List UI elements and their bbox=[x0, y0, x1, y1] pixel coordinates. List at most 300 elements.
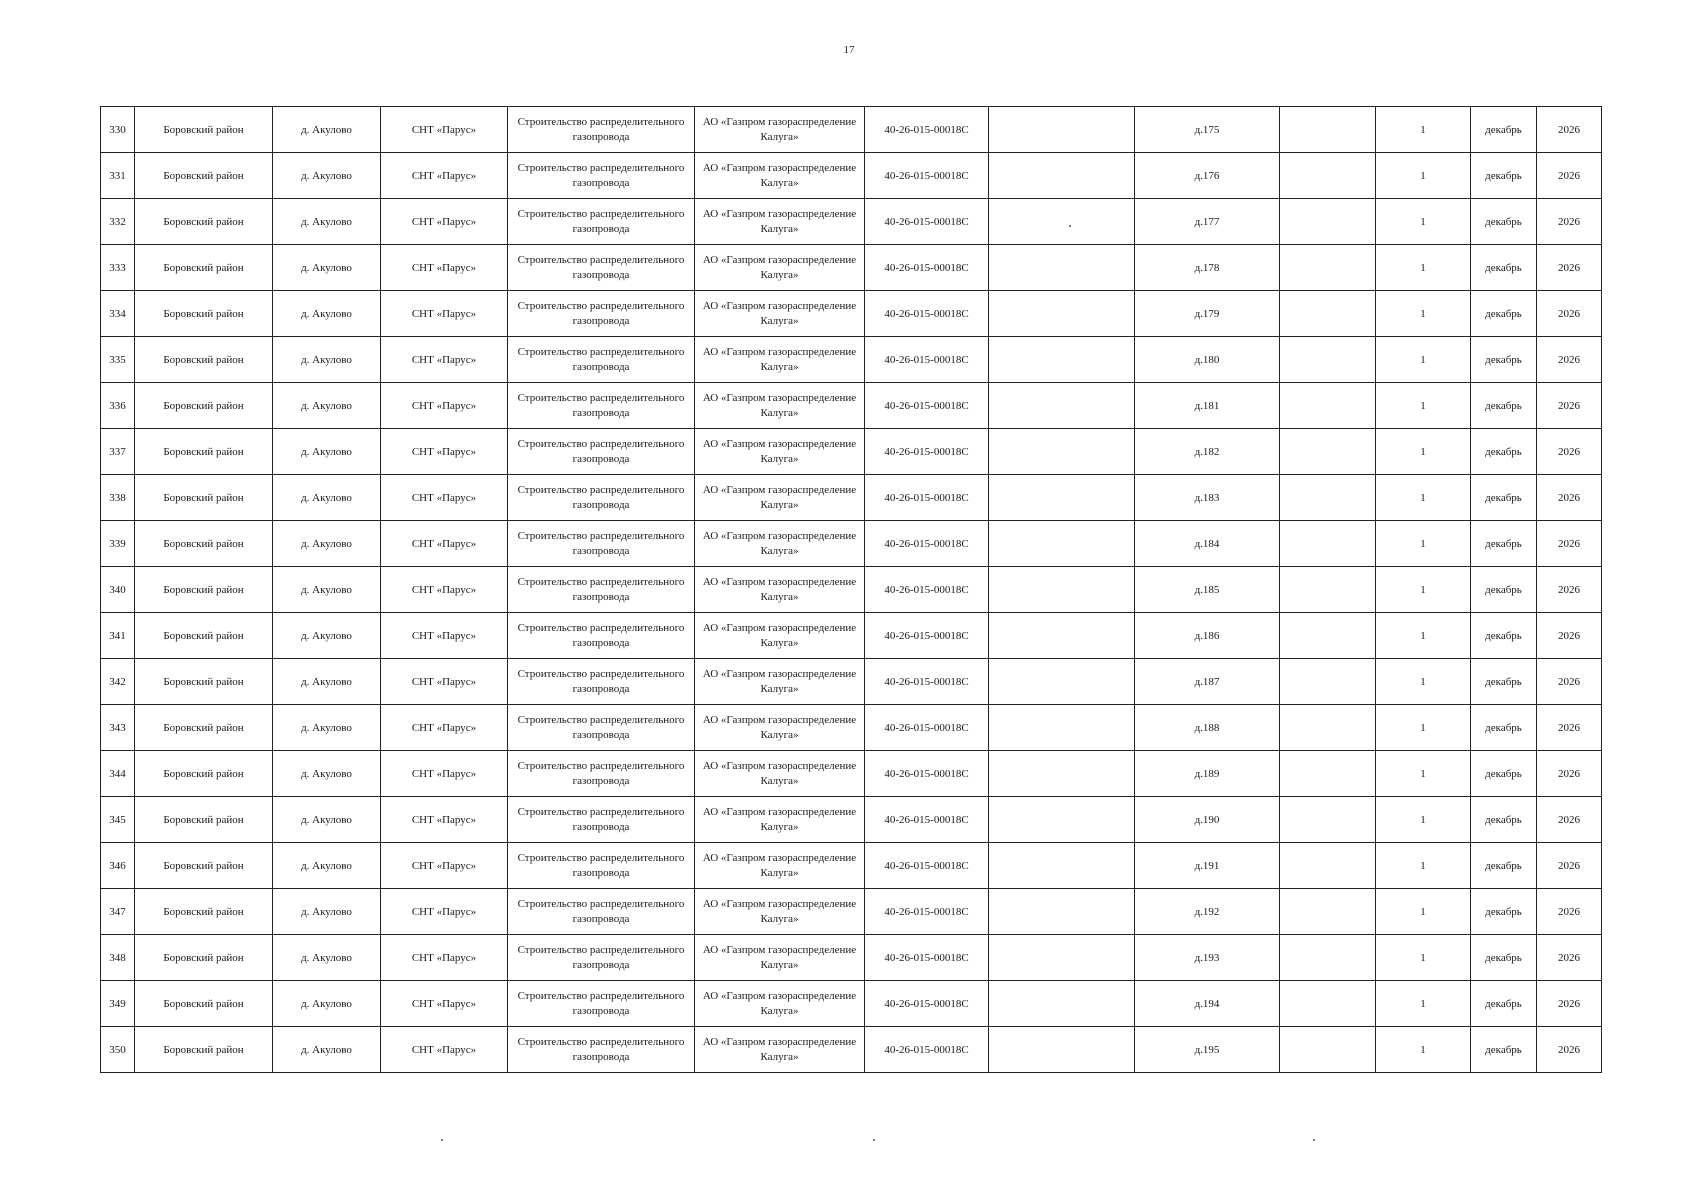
district-cell: Боровский район bbox=[135, 567, 273, 613]
empty-cell bbox=[1280, 659, 1376, 705]
object-code-cell: 40-26-015-00018С bbox=[865, 567, 989, 613]
empty-cell bbox=[989, 751, 1135, 797]
house-number-cell: д.188 bbox=[1135, 705, 1280, 751]
empty-cell bbox=[1280, 429, 1376, 475]
month-cell: декабрь bbox=[1471, 981, 1537, 1027]
month-cell: декабрь bbox=[1471, 153, 1537, 199]
quantity-cell: 1 bbox=[1376, 337, 1471, 383]
district-cell: Боровский район bbox=[135, 889, 273, 935]
quantity-cell: 1 bbox=[1376, 521, 1471, 567]
scan-speck bbox=[441, 1139, 443, 1141]
house-number-cell: д.191 bbox=[1135, 843, 1280, 889]
partnership-cell: СНТ «Парус» bbox=[381, 843, 508, 889]
object-code-cell: 40-26-015-00018С bbox=[865, 843, 989, 889]
locality-cell: д. Акулово bbox=[273, 337, 381, 383]
table-row bbox=[101, 475, 1602, 521]
year-cell: 2026 bbox=[1537, 935, 1602, 981]
partnership-cell: СНТ «Парус» bbox=[381, 383, 508, 429]
object-code-cell: 40-26-015-00018С bbox=[865, 107, 989, 153]
district-cell: Боровский район bbox=[135, 521, 273, 567]
quantity-cell: 1 bbox=[1376, 245, 1471, 291]
row-number-cell: 349 bbox=[101, 981, 135, 1027]
empty-cell bbox=[1280, 383, 1376, 429]
locality-cell: д. Акулово bbox=[273, 521, 381, 567]
quantity-cell: 1 bbox=[1376, 797, 1471, 843]
partnership-cell: СНТ «Парус» bbox=[381, 153, 508, 199]
empty-cell bbox=[1280, 613, 1376, 659]
object-code-cell: 40-26-015-00018С bbox=[865, 935, 989, 981]
partnership-cell: СНТ «Парус» bbox=[381, 475, 508, 521]
month-cell: декабрь bbox=[1471, 705, 1537, 751]
organization-cell: АО «Газпром газораспределение Калуга» bbox=[695, 935, 865, 981]
locality-cell: д. Акулово bbox=[273, 567, 381, 613]
district-cell: Боровский район bbox=[135, 107, 273, 153]
month-cell: декабрь bbox=[1471, 383, 1537, 429]
quantity-cell: 1 bbox=[1376, 153, 1471, 199]
organization-cell: АО «Газпром газораспределение Калуга» bbox=[695, 613, 865, 659]
table-row bbox=[101, 659, 1602, 705]
object-code-cell: 40-26-015-00018С bbox=[865, 521, 989, 567]
partnership-cell: СНТ «Парус» bbox=[381, 337, 508, 383]
quantity-cell: 1 bbox=[1376, 475, 1471, 521]
empty-cell bbox=[1280, 935, 1376, 981]
month-cell: декабрь bbox=[1471, 475, 1537, 521]
house-number-cell: д.192 bbox=[1135, 889, 1280, 935]
empty-cell bbox=[989, 383, 1135, 429]
year-cell: 2026 bbox=[1537, 383, 1602, 429]
row-number-cell: 338 bbox=[101, 475, 135, 521]
locality-cell: д. Акулово bbox=[273, 613, 381, 659]
table-row bbox=[101, 981, 1602, 1027]
table-row bbox=[101, 1027, 1602, 1073]
organization-cell: АО «Газпром газораспределение Калуга» bbox=[695, 245, 865, 291]
district-cell: Боровский район bbox=[135, 843, 273, 889]
quantity-cell: 1 bbox=[1376, 199, 1471, 245]
work-type-cell: Строительство распределительного газопровода bbox=[508, 613, 695, 659]
month-cell: декабрь bbox=[1471, 245, 1537, 291]
empty-cell bbox=[1280, 475, 1376, 521]
table-row bbox=[101, 383, 1602, 429]
district-cell: Боровский район bbox=[135, 613, 273, 659]
empty-cell bbox=[989, 521, 1135, 567]
month-cell: декабрь bbox=[1471, 1027, 1537, 1073]
locality-cell: д. Акулово bbox=[273, 475, 381, 521]
year-cell: 2026 bbox=[1537, 981, 1602, 1027]
locality-cell: д. Акулово bbox=[273, 797, 381, 843]
empty-cell bbox=[1280, 889, 1376, 935]
object-code-cell: 40-26-015-00018С bbox=[865, 1027, 989, 1073]
district-cell: Боровский район bbox=[135, 199, 273, 245]
object-code-cell: 40-26-015-00018С bbox=[865, 153, 989, 199]
empty-cell bbox=[989, 797, 1135, 843]
partnership-cell: СНТ «Парус» bbox=[381, 429, 508, 475]
object-code-cell: 40-26-015-00018С bbox=[865, 337, 989, 383]
district-cell: Боровский район bbox=[135, 981, 273, 1027]
house-number-cell: д.195 bbox=[1135, 1027, 1280, 1073]
empty-cell bbox=[989, 705, 1135, 751]
district-cell: Боровский район bbox=[135, 429, 273, 475]
work-type-cell: Строительство распределительного газопровода bbox=[508, 475, 695, 521]
row-number-cell: 332 bbox=[101, 199, 135, 245]
house-number-cell: д.184 bbox=[1135, 521, 1280, 567]
empty-cell bbox=[1280, 843, 1376, 889]
empty-cell bbox=[1280, 291, 1376, 337]
partnership-cell: СНТ «Парус» bbox=[381, 291, 508, 337]
row-number-cell: 343 bbox=[101, 705, 135, 751]
empty-cell bbox=[1280, 567, 1376, 613]
partnership-cell: СНТ «Парус» bbox=[381, 613, 508, 659]
work-type-cell: Строительство распределительного газопровода bbox=[508, 751, 695, 797]
year-cell: 2026 bbox=[1537, 153, 1602, 199]
locality-cell: д. Акулово bbox=[273, 1027, 381, 1073]
partnership-cell: СНТ «Парус» bbox=[381, 567, 508, 613]
district-cell: Боровский район bbox=[135, 475, 273, 521]
row-number-cell: 337 bbox=[101, 429, 135, 475]
partnership-cell: СНТ «Парус» bbox=[381, 199, 508, 245]
house-number-cell: д.193 bbox=[1135, 935, 1280, 981]
table-row bbox=[101, 291, 1602, 337]
partnership-cell: СНТ «Парус» bbox=[381, 659, 508, 705]
row-number-cell: 348 bbox=[101, 935, 135, 981]
work-type-cell: Строительство распределительного газопровода bbox=[508, 291, 695, 337]
organization-cell: АО «Газпром газораспределение Калуга» bbox=[695, 337, 865, 383]
empty-cell bbox=[989, 107, 1135, 153]
locality-cell: д. Акулово bbox=[273, 935, 381, 981]
organization-cell: АО «Газпром газораспределение Калуга» bbox=[695, 1027, 865, 1073]
district-cell: Боровский район bbox=[135, 751, 273, 797]
quantity-cell: 1 bbox=[1376, 889, 1471, 935]
work-type-cell: Строительство распределительного газопровода bbox=[508, 935, 695, 981]
table-row bbox=[101, 935, 1602, 981]
row-number-cell: 333 bbox=[101, 245, 135, 291]
month-cell: декабрь bbox=[1471, 751, 1537, 797]
object-code-cell: 40-26-015-00018С bbox=[865, 705, 989, 751]
empty-cell bbox=[989, 889, 1135, 935]
quantity-cell: 1 bbox=[1376, 613, 1471, 659]
object-code-cell: 40-26-015-00018С bbox=[865, 291, 989, 337]
empty-cell bbox=[1280, 153, 1376, 199]
work-type-cell: Строительство распределительного газопровода bbox=[508, 705, 695, 751]
empty-cell bbox=[1280, 337, 1376, 383]
quantity-cell: 1 bbox=[1376, 705, 1471, 751]
empty-cell bbox=[1280, 199, 1376, 245]
quantity-cell: 1 bbox=[1376, 383, 1471, 429]
empty-cell bbox=[989, 475, 1135, 521]
district-cell: Боровский район bbox=[135, 659, 273, 705]
year-cell: 2026 bbox=[1537, 475, 1602, 521]
house-number-cell: д.178 bbox=[1135, 245, 1280, 291]
district-cell: Боровский район bbox=[135, 245, 273, 291]
table-row bbox=[101, 705, 1602, 751]
row-number-cell: 350 bbox=[101, 1027, 135, 1073]
organization-cell: АО «Газпром газораспределение Калуга» bbox=[695, 889, 865, 935]
month-cell: декабрь bbox=[1471, 107, 1537, 153]
table-row bbox=[101, 613, 1602, 659]
organization-cell: АО «Газпром газораспределение Калуга» bbox=[695, 567, 865, 613]
partnership-cell: СНТ «Парус» bbox=[381, 889, 508, 935]
work-type-cell: Строительство распределительного газопровода bbox=[508, 107, 695, 153]
house-number-cell: д.180 bbox=[1135, 337, 1280, 383]
work-type-cell: Строительство распределительного газопровода bbox=[508, 797, 695, 843]
month-cell: декабрь bbox=[1471, 797, 1537, 843]
work-type-cell: Строительство распределительного газопровода bbox=[508, 843, 695, 889]
locality-cell: д. Акулово bbox=[273, 107, 381, 153]
row-number-cell: 340 bbox=[101, 567, 135, 613]
object-code-cell: 40-26-015-00018С bbox=[865, 475, 989, 521]
quantity-cell: 1 bbox=[1376, 429, 1471, 475]
row-number-cell: 345 bbox=[101, 797, 135, 843]
table-row bbox=[101, 337, 1602, 383]
organization-cell: АО «Газпром газораспределение Калуга» bbox=[695, 981, 865, 1027]
organization-cell: АО «Газпром газораспределение Калуга» bbox=[695, 153, 865, 199]
locality-cell: д. Акулово bbox=[273, 199, 381, 245]
object-code-cell: 40-26-015-00018С bbox=[865, 751, 989, 797]
district-cell: Боровский район bbox=[135, 1027, 273, 1073]
locality-cell: д. Акулово bbox=[273, 291, 381, 337]
empty-cell bbox=[989, 659, 1135, 705]
table-row bbox=[101, 797, 1602, 843]
organization-cell: АО «Газпром газораспределение Калуга» bbox=[695, 107, 865, 153]
year-cell: 2026 bbox=[1537, 889, 1602, 935]
partnership-cell: СНТ «Парус» bbox=[381, 1027, 508, 1073]
year-cell: 2026 bbox=[1537, 659, 1602, 705]
year-cell: 2026 bbox=[1537, 613, 1602, 659]
house-number-cell: д.183 bbox=[1135, 475, 1280, 521]
locality-cell: д. Акулово bbox=[273, 429, 381, 475]
scan-speck bbox=[1069, 225, 1071, 227]
work-type-cell: Строительство распределительного газопровода bbox=[508, 659, 695, 705]
object-code-cell: 40-26-015-00018С bbox=[865, 613, 989, 659]
scan-speck bbox=[873, 1139, 875, 1141]
empty-cell bbox=[1280, 1027, 1376, 1073]
district-cell: Боровский район bbox=[135, 935, 273, 981]
row-number-cell: 339 bbox=[101, 521, 135, 567]
empty-cell bbox=[989, 337, 1135, 383]
locality-cell: д. Акулово bbox=[273, 383, 381, 429]
object-code-cell: 40-26-015-00018С bbox=[865, 429, 989, 475]
year-cell: 2026 bbox=[1537, 843, 1602, 889]
district-cell: Боровский район bbox=[135, 705, 273, 751]
empty-cell bbox=[989, 567, 1135, 613]
object-code-cell: 40-26-015-00018С bbox=[865, 797, 989, 843]
table-row bbox=[101, 889, 1602, 935]
object-code-cell: 40-26-015-00018С bbox=[865, 245, 989, 291]
partnership-cell: СНТ «Парус» bbox=[381, 797, 508, 843]
organization-cell: АО «Газпром газораспределение Калуга» bbox=[695, 475, 865, 521]
year-cell: 2026 bbox=[1537, 521, 1602, 567]
month-cell: декабрь bbox=[1471, 567, 1537, 613]
work-type-cell: Строительство распределительного газопровода bbox=[508, 981, 695, 1027]
locality-cell: д. Акулово bbox=[273, 981, 381, 1027]
house-number-cell: д.176 bbox=[1135, 153, 1280, 199]
row-number-cell: 336 bbox=[101, 383, 135, 429]
locality-cell: д. Акулово bbox=[273, 245, 381, 291]
work-type-cell: Строительство распределительного газопровода bbox=[508, 337, 695, 383]
quantity-cell: 1 bbox=[1376, 659, 1471, 705]
gasification-table bbox=[100, 106, 1602, 1073]
quantity-cell: 1 bbox=[1376, 1027, 1471, 1073]
object-code-cell: 40-26-015-00018С bbox=[865, 383, 989, 429]
work-type-cell: Строительство распределительного газопровода bbox=[508, 429, 695, 475]
partnership-cell: СНТ «Парус» bbox=[381, 935, 508, 981]
empty-cell bbox=[1280, 245, 1376, 291]
empty-cell bbox=[1280, 981, 1376, 1027]
quantity-cell: 1 bbox=[1376, 291, 1471, 337]
locality-cell: д. Акулово bbox=[273, 751, 381, 797]
house-number-cell: д.177 bbox=[1135, 199, 1280, 245]
year-cell: 2026 bbox=[1537, 107, 1602, 153]
year-cell: 2026 bbox=[1537, 199, 1602, 245]
year-cell: 2026 bbox=[1537, 1027, 1602, 1073]
month-cell: декабрь bbox=[1471, 659, 1537, 705]
work-type-cell: Строительство распределительного газопровода bbox=[508, 199, 695, 245]
empty-cell bbox=[989, 981, 1135, 1027]
organization-cell: АО «Газпром газораспределение Калуга» bbox=[695, 843, 865, 889]
organization-cell: АО «Газпром газораспределение Калуга» bbox=[695, 521, 865, 567]
table-row bbox=[101, 567, 1602, 613]
empty-cell bbox=[1280, 751, 1376, 797]
month-cell: декабрь bbox=[1471, 521, 1537, 567]
row-number-cell: 346 bbox=[101, 843, 135, 889]
work-type-cell: Строительство распределительного газопровода bbox=[508, 567, 695, 613]
year-cell: 2026 bbox=[1537, 705, 1602, 751]
table-row bbox=[101, 199, 1602, 245]
house-number-cell: д.190 bbox=[1135, 797, 1280, 843]
empty-cell bbox=[1280, 797, 1376, 843]
locality-cell: д. Акулово bbox=[273, 153, 381, 199]
table-row bbox=[101, 429, 1602, 475]
row-number-cell: 335 bbox=[101, 337, 135, 383]
partnership-cell: СНТ «Парус» bbox=[381, 981, 508, 1027]
organization-cell: АО «Газпром газораспределение Калуга» bbox=[695, 659, 865, 705]
year-cell: 2026 bbox=[1537, 291, 1602, 337]
house-number-cell: д.185 bbox=[1135, 567, 1280, 613]
empty-cell bbox=[989, 199, 1135, 245]
year-cell: 2026 bbox=[1537, 429, 1602, 475]
district-cell: Боровский район bbox=[135, 383, 273, 429]
month-cell: декабрь bbox=[1471, 337, 1537, 383]
empty-cell bbox=[989, 245, 1135, 291]
month-cell: декабрь bbox=[1471, 889, 1537, 935]
empty-cell bbox=[1280, 107, 1376, 153]
work-type-cell: Строительство распределительного газопровода bbox=[508, 1027, 695, 1073]
year-cell: 2026 bbox=[1537, 337, 1602, 383]
empty-cell bbox=[989, 613, 1135, 659]
house-number-cell: д.189 bbox=[1135, 751, 1280, 797]
object-code-cell: 40-26-015-00018С bbox=[865, 659, 989, 705]
row-number-cell: 331 bbox=[101, 153, 135, 199]
table-row bbox=[101, 751, 1602, 797]
empty-cell bbox=[989, 1027, 1135, 1073]
table-row bbox=[101, 521, 1602, 567]
work-type-cell: Строительство распределительного газопровода bbox=[508, 383, 695, 429]
house-number-cell: д.187 bbox=[1135, 659, 1280, 705]
quantity-cell: 1 bbox=[1376, 107, 1471, 153]
row-number-cell: 341 bbox=[101, 613, 135, 659]
empty-cell bbox=[989, 291, 1135, 337]
partnership-cell: СНТ «Парус» bbox=[381, 705, 508, 751]
empty-cell bbox=[989, 153, 1135, 199]
district-cell: Боровский район bbox=[135, 337, 273, 383]
year-cell: 2026 bbox=[1537, 245, 1602, 291]
organization-cell: АО «Газпром газораспределение Калуга» bbox=[695, 383, 865, 429]
partnership-cell: СНТ «Парус» bbox=[381, 107, 508, 153]
work-type-cell: Строительство распределительного газопровода bbox=[508, 153, 695, 199]
table-body bbox=[101, 107, 1602, 1073]
month-cell: декабрь bbox=[1471, 935, 1537, 981]
district-cell: Боровский район bbox=[135, 153, 273, 199]
house-number-cell: д.194 bbox=[1135, 981, 1280, 1027]
table-row bbox=[101, 245, 1602, 291]
district-cell: Боровский район bbox=[135, 797, 273, 843]
organization-cell: АО «Газпром газораспределение Калуга» bbox=[695, 797, 865, 843]
quantity-cell: 1 bbox=[1376, 751, 1471, 797]
house-number-cell: д.182 bbox=[1135, 429, 1280, 475]
row-number-cell: 342 bbox=[101, 659, 135, 705]
empty-cell bbox=[989, 429, 1135, 475]
row-number-cell: 330 bbox=[101, 107, 135, 153]
quantity-cell: 1 bbox=[1376, 981, 1471, 1027]
year-cell: 2026 bbox=[1537, 751, 1602, 797]
quantity-cell: 1 bbox=[1376, 567, 1471, 613]
partnership-cell: СНТ «Парус» bbox=[381, 521, 508, 567]
organization-cell: АО «Газпром газораспределение Калуга» bbox=[695, 291, 865, 337]
object-code-cell: 40-26-015-00018С bbox=[865, 199, 989, 245]
object-code-cell: 40-26-015-00018С bbox=[865, 889, 989, 935]
year-cell: 2026 bbox=[1537, 567, 1602, 613]
month-cell: декабрь bbox=[1471, 291, 1537, 337]
partnership-cell: СНТ «Парус» bbox=[381, 245, 508, 291]
work-type-cell: Строительство распределительного газопровода bbox=[508, 521, 695, 567]
work-type-cell: Строительство распределительного газопровода bbox=[508, 245, 695, 291]
page-number: 17 bbox=[843, 44, 855, 56]
empty-cell bbox=[1280, 705, 1376, 751]
house-number-cell: д.175 bbox=[1135, 107, 1280, 153]
quantity-cell: 1 bbox=[1376, 935, 1471, 981]
empty-cell bbox=[989, 843, 1135, 889]
locality-cell: д. Акулово bbox=[273, 889, 381, 935]
organization-cell: АО «Газпром газораспределение Калуга» bbox=[695, 705, 865, 751]
house-number-cell: д.179 bbox=[1135, 291, 1280, 337]
empty-cell bbox=[989, 935, 1135, 981]
scan-speck bbox=[1313, 1139, 1315, 1141]
row-number-cell: 347 bbox=[101, 889, 135, 935]
empty-cell bbox=[1280, 521, 1376, 567]
locality-cell: д. Акулово bbox=[273, 705, 381, 751]
locality-cell: д. Акулово bbox=[273, 843, 381, 889]
table-row bbox=[101, 107, 1602, 153]
month-cell: декабрь bbox=[1471, 429, 1537, 475]
locality-cell: д. Акулово bbox=[273, 659, 381, 705]
organization-cell: АО «Газпром газораспределение Калуга» bbox=[695, 429, 865, 475]
row-number-cell: 334 bbox=[101, 291, 135, 337]
table-row bbox=[101, 843, 1602, 889]
house-number-cell: д.181 bbox=[1135, 383, 1280, 429]
month-cell: декабрь bbox=[1471, 199, 1537, 245]
row-number-cell: 344 bbox=[101, 751, 135, 797]
organization-cell: АО «Газпром газораспределение Калуга» bbox=[695, 751, 865, 797]
table-row bbox=[101, 153, 1602, 199]
year-cell: 2026 bbox=[1537, 797, 1602, 843]
object-code-cell: 40-26-015-00018С bbox=[865, 981, 989, 1027]
month-cell: декабрь bbox=[1471, 613, 1537, 659]
house-number-cell: д.186 bbox=[1135, 613, 1280, 659]
partnership-cell: СНТ «Парус» bbox=[381, 751, 508, 797]
work-type-cell: Строительство распределительного газопровода bbox=[508, 889, 695, 935]
month-cell: декабрь bbox=[1471, 843, 1537, 889]
quantity-cell: 1 bbox=[1376, 843, 1471, 889]
district-cell: Боровский район bbox=[135, 291, 273, 337]
